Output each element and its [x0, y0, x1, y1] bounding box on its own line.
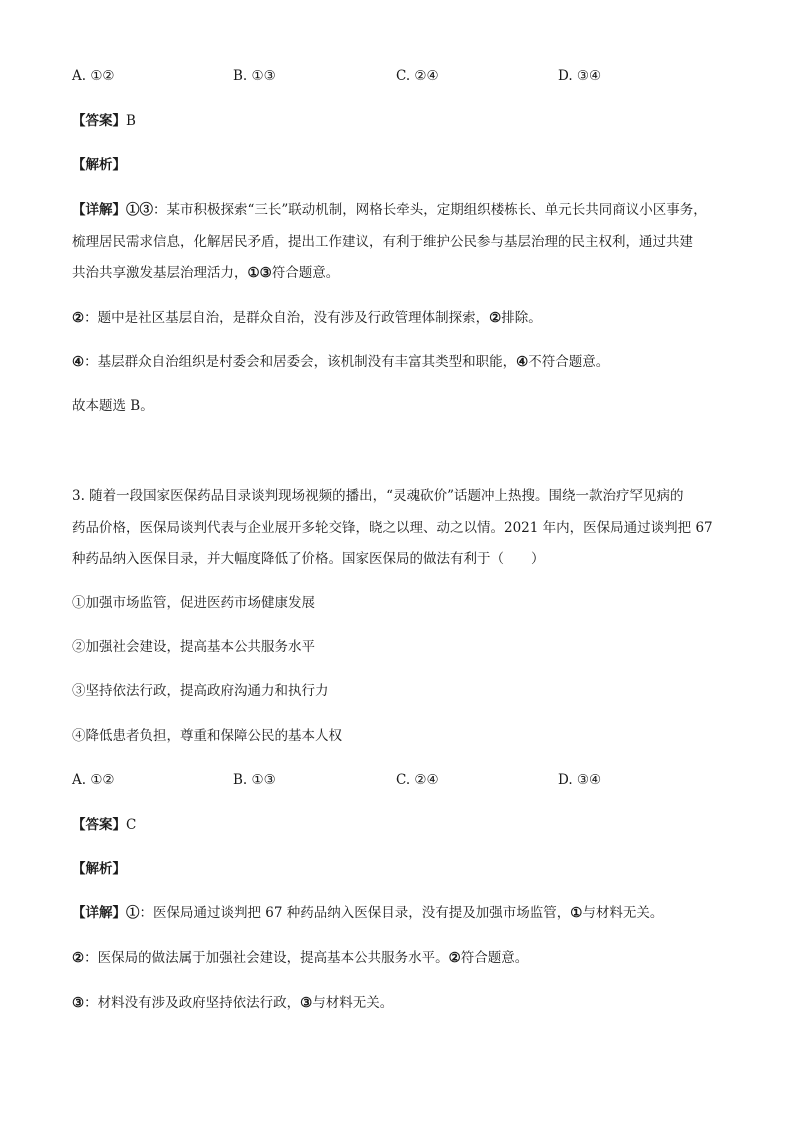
q2-point2-end: 排除。 [501, 310, 542, 326]
q3-p3-lead: ③ [72, 995, 85, 1011]
q2-detail-text-3: 共治共享激发基层治理活力， [72, 265, 248, 281]
q2-point4-text: ：基层群众自治组织是村委会和居委会，该机制没有丰富其类型和职能， [84, 354, 517, 370]
q3-p1-mark: ① [570, 905, 583, 921]
q3-options [72, 770, 722, 790]
q2-detail-paragraph [72, 199, 722, 294]
q3-stem-row-3: 种药品纳入医保目录，并大幅度降低了价格。国家医保局的做法有利于（ ） [72, 551, 545, 567]
q3-p1-end: 与材料无关。 [582, 905, 664, 921]
q2-option-c: C. ②④ [396, 68, 439, 84]
q2-detail-row-3 [72, 262, 722, 284]
q3-option-b: B. ①③ [233, 772, 276, 788]
q3-detail-1 [72, 903, 663, 923]
q2-point4-end: 不符合题意。 [528, 354, 610, 370]
q2-detail-lead: ①③ [126, 202, 153, 218]
q3-statement-4: ④降低患者负担，尊重和保障公民的基本人权 [72, 728, 342, 744]
q3-option-d: D. ③④ [558, 772, 602, 788]
q2-option-a: A. ①② [72, 68, 115, 84]
q2-detail-text-1: ：某市积极探索“三长”联动机制，网格长牵头，定期组织楼栋长、单元长共同商议小区事务， [153, 202, 707, 218]
q2-detail-end-text: 符合题意。 [271, 265, 340, 281]
q3-p3-text: ：材料没有涉及政府坚持依法行政， [84, 995, 301, 1011]
q2-conclusion: 故本题选 B。 [72, 398, 154, 414]
q3-statement-3: ③坚持依法行政，提高政府沟通力和执行力 [72, 683, 329, 699]
q3-p3-mark: ③ [300, 995, 313, 1011]
q3-p1-lead: ① [126, 905, 140, 921]
q3-answer [72, 815, 136, 835]
q3-detail-3 [72, 993, 393, 1013]
q3-detail-2 [72, 948, 528, 968]
q3-p2-text: ：医保局的做法属于加强社会建设，提高基本公共服务水平。 [84, 950, 449, 966]
q3-stem-row-2: 药品价格，医保局谈判代表与企业展开多轮交锋，晓之以理、动之以情。2021 年内，医保局通过谈判把 67 [72, 519, 713, 536]
q2-point2-mark: ② [489, 310, 502, 326]
q2-option-d: D. ③④ [558, 68, 602, 84]
q3-p3-end: 与材料无关。 [312, 995, 394, 1011]
q3-answer-value: C [126, 817, 137, 833]
q3-statement-1: ①加强市场监管，促进医药市场健康发展 [72, 595, 315, 611]
q3-option-a: A. ①② [72, 772, 115, 788]
q3-analysis-label: 【解析】 [72, 861, 126, 877]
q3-p2-lead: ② [72, 950, 85, 966]
q2-point4-mark: ④ [516, 354, 529, 370]
q2-point4-lead: ④ [72, 354, 85, 370]
q3-detail-label: 【详解】 [72, 905, 126, 921]
q2-detail-end-mark: ①③ [247, 265, 272, 281]
q2-point2-lead: ② [72, 310, 85, 326]
q2-point2-text: ：题中是社区基层自治，是群众自治，没有涉及行政管理体制探索， [84, 310, 490, 326]
q2-detail-row-1 [72, 199, 722, 221]
q2-detail-label: 【详解】 [72, 202, 126, 218]
q2-detail-row-2: 梳理居民需求信息，化解居民矛盾，提出工作建议，有利于维护公民参与基层治理的民主权利，通过共建 [72, 233, 693, 250]
q2-point-4 [72, 352, 609, 372]
q3-p1-text: ：医保局通过谈判把 67 种药品纳入医保目录，没有提及加强市场监管， [139, 905, 571, 921]
q2-answer [72, 111, 136, 131]
q2-analysis-label: 【解析】 [72, 157, 126, 173]
q2-answer-label: 【答案】 [72, 113, 126, 129]
q2-options [72, 66, 722, 86]
q3-answer-label: 【答案】 [72, 817, 126, 833]
q2-point-2 [72, 308, 542, 328]
q3-p2-mark: ② [448, 950, 461, 966]
q2-option-b: B. ①③ [233, 68, 276, 84]
q3-option-c: C. ②④ [396, 772, 439, 788]
q3-stem-row-1: 3. 随着一段国家医保药品目录谈判现场视频的播出，“灵魂砍价”话题冲上热搜。围绕一款治疗罕见病的 [72, 488, 684, 504]
q3-p2-end: 符合题意。 [460, 950, 529, 966]
q3-statement-2: ②加强社会建设，提高基本公共服务水平 [72, 639, 315, 655]
q2-answer-value: B [126, 113, 136, 129]
q3-stem [72, 485, 722, 580]
